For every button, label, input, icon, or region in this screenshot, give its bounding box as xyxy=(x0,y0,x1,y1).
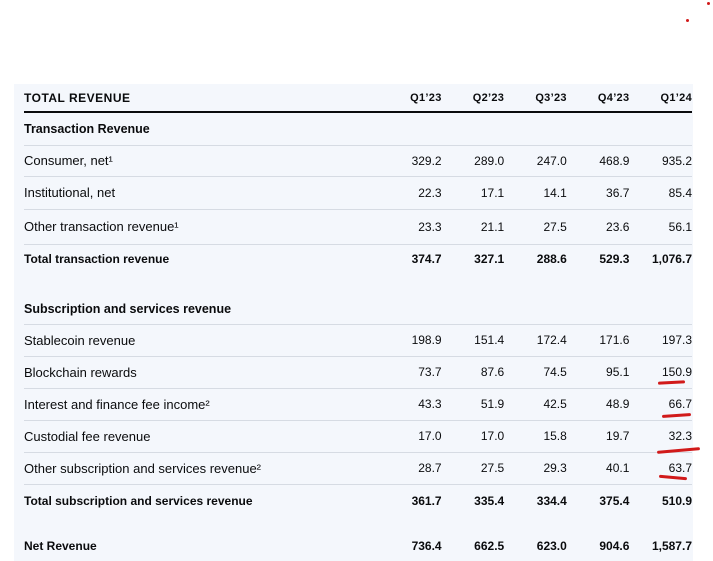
cell-value: 361.7 xyxy=(411,493,442,508)
table-row xyxy=(24,145,692,176)
revenue-table xyxy=(24,84,692,561)
cell-value: 85.4 xyxy=(629,176,692,209)
cell-value: 289.0 xyxy=(442,145,505,176)
cell-value: 736.4 xyxy=(411,539,442,553)
cell-value: 87.6 xyxy=(442,356,505,388)
row-label: Total subscription and services revenue xyxy=(24,493,253,508)
cell-value: 51.9 xyxy=(442,388,505,420)
cell-value: 43.3 xyxy=(379,388,442,420)
row-label: Other transaction revenue¹ xyxy=(24,209,379,244)
spacer-row xyxy=(24,517,692,531)
cell-value: 23.6 xyxy=(567,209,630,244)
cell-value: 288.6 xyxy=(536,252,567,267)
cell-value: 56.1 xyxy=(629,209,692,244)
column-header: Q1’24 xyxy=(629,84,692,112)
table-row xyxy=(24,176,692,209)
row-label: Blockchain rewards xyxy=(24,356,379,388)
cell-value: 48.9 xyxy=(567,388,630,420)
cell-value: 95.1 xyxy=(567,356,630,388)
cell-value: 27.5 xyxy=(442,452,505,484)
section-label: Transaction Revenue xyxy=(24,112,379,145)
column-header: Q4’23 xyxy=(567,84,630,112)
cell-value: 374.7 xyxy=(411,252,442,267)
cell-value: 29.3 xyxy=(504,452,567,484)
cell-value: 935.2 xyxy=(629,145,692,176)
cell-value: 74.5 xyxy=(504,356,567,388)
cell-value: 1,587.7 xyxy=(651,539,692,553)
table-header-row xyxy=(24,84,692,112)
cell-value: 198.9 xyxy=(379,324,442,356)
column-header: Q2’23 xyxy=(442,84,505,112)
total-row xyxy=(24,484,692,517)
revenue-table-panel xyxy=(14,84,693,561)
column-header: Q3’23 xyxy=(504,84,567,112)
cell-value: 150.9 xyxy=(629,356,692,388)
cell-value: 623.0 xyxy=(536,539,567,553)
row-label: Stablecoin revenue xyxy=(24,324,379,356)
cell-value: 662.5 xyxy=(474,539,505,553)
cell-value: 73.7 xyxy=(379,356,442,388)
row-label: Institutional, net xyxy=(24,176,379,209)
cell-value: 42.5 xyxy=(504,388,567,420)
cell-value: 529.3 xyxy=(599,252,630,267)
section-label: Subscription and services revenue xyxy=(24,294,379,324)
cell-value: 1,076.7 xyxy=(651,252,692,267)
table-title: TOTAL REVENUE xyxy=(24,84,379,112)
cell-value: 335.4 xyxy=(474,493,505,508)
cell-value: 63.7 xyxy=(629,452,692,484)
table-row xyxy=(24,356,692,388)
cell-value: 23.3 xyxy=(379,209,442,244)
cell-value: 17.1 xyxy=(442,176,505,209)
cell-value: 21.1 xyxy=(442,209,505,244)
cell-value: 19.7 xyxy=(567,420,630,452)
table-row xyxy=(24,420,692,452)
section-header-row xyxy=(24,294,692,324)
cell-value: 17.0 xyxy=(442,420,505,452)
red-dot-mark xyxy=(686,19,689,22)
cell-value: 27.5 xyxy=(504,209,567,244)
cell-value: 329.2 xyxy=(379,145,442,176)
cell-value: 66.7 xyxy=(629,388,692,420)
row-label: Total transaction revenue xyxy=(24,252,170,267)
row-label: Net Revenue xyxy=(24,539,97,553)
cell-value: 468.9 xyxy=(567,145,630,176)
cell-value: 375.4 xyxy=(599,493,630,508)
section-header-row xyxy=(24,112,692,145)
cell-value: 32.3 xyxy=(629,420,692,452)
total-row xyxy=(24,244,692,274)
cell-value: 40.1 xyxy=(567,452,630,484)
column-header: Q1’23 xyxy=(379,84,442,112)
cell-value: 197.3 xyxy=(629,324,692,356)
table-row xyxy=(24,388,692,420)
row-label: Interest and finance fee income² xyxy=(24,388,379,420)
cell-value: 17.0 xyxy=(379,420,442,452)
cell-value: 327.1 xyxy=(474,252,505,267)
cell-value: 510.9 xyxy=(661,493,692,508)
table-row xyxy=(24,452,692,484)
cell-value: 151.4 xyxy=(442,324,505,356)
cell-value: 22.3 xyxy=(379,176,442,209)
cell-value: 28.7 xyxy=(379,452,442,484)
spacer-row xyxy=(24,274,692,294)
cell-value: 14.1 xyxy=(504,176,567,209)
table-row xyxy=(24,324,692,356)
table-row xyxy=(24,209,692,244)
cell-value: 15.8 xyxy=(504,420,567,452)
cell-value: 171.6 xyxy=(567,324,630,356)
cell-value: 172.4 xyxy=(504,324,567,356)
cell-value: 247.0 xyxy=(504,145,567,176)
cell-value: 904.6 xyxy=(599,539,630,553)
row-label: Custodial fee revenue xyxy=(24,420,379,452)
cell-value: 334.4 xyxy=(536,493,567,508)
cell-value: 36.7 xyxy=(567,176,630,209)
row-label: Consumer, net¹ xyxy=(24,145,379,176)
row-label: Other subscription and services revenue² xyxy=(24,452,379,484)
net-revenue-row xyxy=(24,531,692,561)
red-dot-mark xyxy=(707,2,710,5)
